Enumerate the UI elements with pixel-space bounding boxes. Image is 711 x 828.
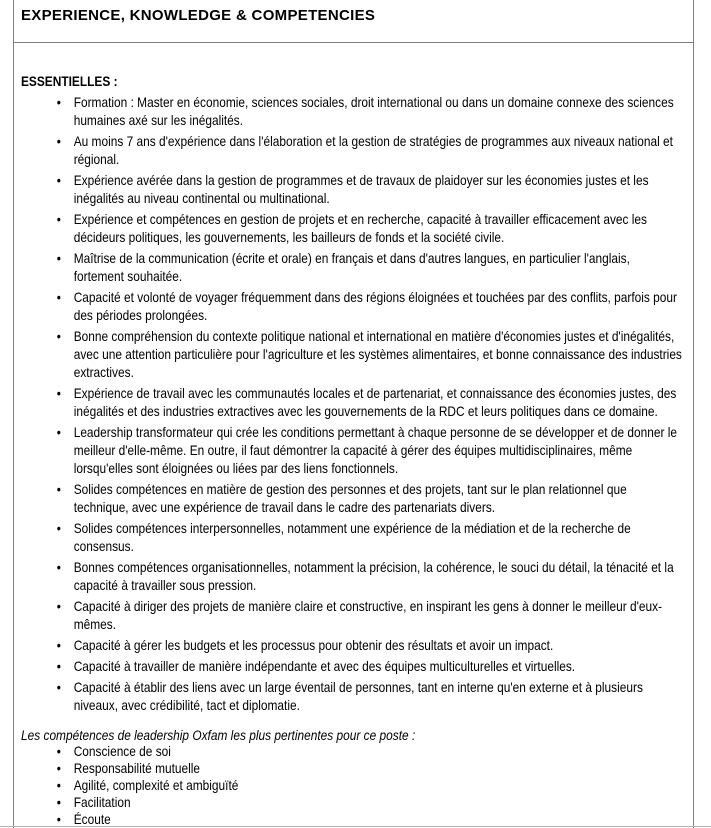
list-item: • Maîtrise de la communication (écrite et orale) en français et dans d'autres langues, en particulier l'anglais, fortement souhaitée. xyxy=(21,249,683,285)
table-body-row xyxy=(14,43,693,828)
list-item: • Bonnes compétences organisationnelles, notamment la précision, la cohérence, le souci du détail, la ténacité et la capacité à travailler sous pression. xyxy=(21,558,683,594)
leadership-competencies-intro: Les compétences de leadership Oxfam les plus pertinentes pour ce poste : xyxy=(21,727,416,743)
section-header-title: EXPERIENCE, KNOWLEDGE & COMPETENCIES xyxy=(21,7,376,24)
list-item: • Solides compétences interpersonnelles, notamment une expérience de la médiation et de la recherche de consensus. xyxy=(21,519,683,555)
essential-requirements-list xyxy=(21,93,683,714)
competencies-table xyxy=(13,0,694,828)
list-item: • Capacité à gérer les budgets et les processus pour obtenir des résultats et avoir un impact. xyxy=(21,636,683,654)
list-item: • Capacité à établir des liens avec un large éventail de personnes, tant en interne qu'en externe et à plusieurs niveaux, avec crédibilité, tact et diplomatie. xyxy=(21,678,683,714)
list-item: • Facilitation xyxy=(21,794,683,811)
essentials-heading: ESSENTIELLES : xyxy=(21,73,118,89)
list-item: • Capacité et volonté de voyager fréquemment dans des régions éloignées et touchées par des conflits, parfois pour des périodes prolongées. xyxy=(21,288,683,324)
body-content xyxy=(21,74,683,828)
list-item: • Solides compétences en matière de gestion des personnes et des projets, tant sur le plan relationnel que technique, avec une expérience de travail dans le cadre des partenariats divers. xyxy=(21,480,683,516)
list-item: • Formation : Master en économie, sciences sociales, droit international ou dans un domaine connexe des sciences humaines axé sur les inégalités. xyxy=(21,93,683,129)
list-item: • Expérience de travail avec les communautés locales et de partenariat, et connaissance des économies justes, des inégalités et des industries extractives avec les gouvernements de la RDC et leurs politiques dans ce domaine. xyxy=(21,384,683,420)
list-item: • Au moins 7 ans d'expérience dans l'élaboration et la gestion de stratégies de programmes aux niveaux national et régional. xyxy=(21,132,683,168)
table-header-row xyxy=(14,0,693,43)
list-item: • Capacité à travailler de manière indépendante et avec des équipes multiculturelles et virtuelles. xyxy=(21,657,683,675)
list-item: • Capacité à diriger des projets de manière claire et constructive, en inspirant les gens à donner le meilleur d'eux-mêmes. xyxy=(21,597,683,633)
list-item: • Expérience avérée dans la gestion de programmes et de travaux de plaidoyer sur les économies justes et les inégalités au niveau continental ou multinational. xyxy=(21,171,683,207)
list-item: • Bonne compréhension du contexte politique national et international en matière d'économies justes et d'inégalités, avec une attention particulière pour l'agriculture et les systèmes alimentaires, et bonne connaissance des industries extractives. xyxy=(21,327,683,381)
list-item: • Leadership transformateur qui crée les conditions permettant à chaque personne de se développer et de donner le meilleur d'elle-même. En outre, il faut démontrer la capacité à gérer des équipes multidisciplinaires, même lorsqu'elles sont éloignées ou liées par des liens fonctionnels. xyxy=(21,423,683,477)
list-item: • Expérience et compétences en gestion de projets et en recherche, capacité à travailler efficacement avec les décideurs politiques, les gouvernements, les bailleurs de fonds et la société civile. xyxy=(21,210,683,246)
list-item: • Responsabilité mutuelle xyxy=(21,760,683,777)
list-item: • Conscience de soi xyxy=(21,743,683,760)
leadership-competencies-list xyxy=(21,743,683,828)
list-item: • Agilité, complexité et ambiguïté xyxy=(21,777,683,794)
list-item: • Écoute xyxy=(21,811,683,828)
page-bottom-divider xyxy=(0,826,711,827)
